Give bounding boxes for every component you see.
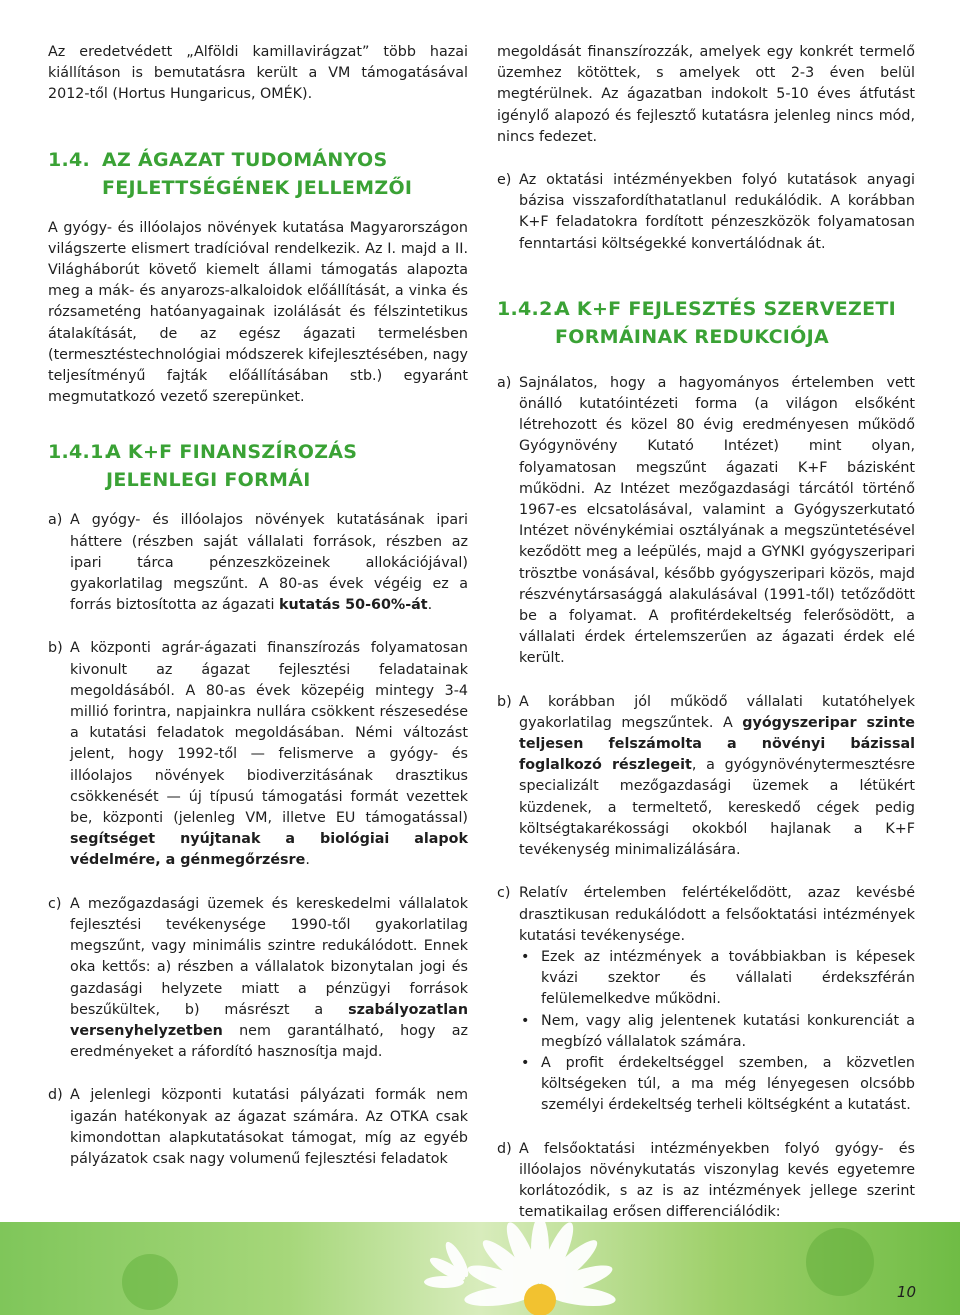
item-text-end: , a gyógynövénytermesztésre specializált mezőgazdasági üzemek a létükért küzdenek, a termeltető, kereskedő cégek pedig költségtakarékossági okokból hajlanak a K+F tevékenység minimalizálására.	[519, 757, 916, 859]
continuation-paragraph: megoldását finanszírozzák, amelyek egy konkrét termelő üzemhez kötöttek, s amelyek ott 2-3 éven belül megtérülnek. Az ágazatban indokolt 5-10 éves átfutást igénylő alapozó és fejlesztő kutatásra jelenleg nincs mód, nincs fedezet.	[497, 44, 915, 145]
list-item-c	[48, 894, 468, 1064]
item-text-end: .	[305, 852, 310, 869]
item-bold-text: kutatás 50-60%-át	[279, 597, 428, 614]
list-item-b	[48, 638, 468, 871]
left-column	[48, 42, 468, 1170]
item-text-end: nem garantálható, hogy az eredményeket a ráfordító hasznosítja majd.	[70, 1022, 468, 1061]
heading-text: A K+F FINANSZÍROZÁS JELENLEGI FORMÁI	[106, 441, 358, 492]
bullet-item: • Nem, vagy alig jelentenek kutatási konkurenciát a megbízó vállalatok számára.	[519, 1011, 915, 1053]
heading-number: 1.4.2.	[497, 297, 561, 320]
research-history-paragraph: A gyógy- és illóolajos növények kutatása Magyarországon világszerte elismert tradícióval rendelkezik. Az I. majd a II. Világháborút követő kiemelt állami támogatás alapozta meg a mák- és anyarozs-alkaloidok előállítását, a vinka és rózsameténg hatóanyagainak izolálását és félszintetikus átalakítását, de az egész ágazati termelésben (termesztéstechnológiai módszerek kifejlesztésében, nagy teljesítményű fajták előállításában stb.) egyaránt megmutatkozó vezető szerepünket.	[48, 219, 468, 406]
list-item-d	[48, 1085, 468, 1170]
item-label: b)	[48, 640, 63, 657]
item-text: A gyógy- és illóolajos növények kutatásának ipari háttere (részben saját vállalati források, részben az ipari tárca pénzeszközeinek allokációjával) gyakorlatilag megszűnt. A 80-as évek végéig ez a forrás biztosította az ágazati	[70, 512, 468, 614]
heading-text: AZ ÁGAZAT TUDOMÁNYOS FEJLETTSÉGÉNEK JELLEMZŐI	[102, 148, 413, 199]
page-number: 10	[896, 1283, 916, 1301]
section-heading-1-4-1	[48, 438, 468, 494]
heading-text: A K+F FEJLESZTÉS SZERVEZETI FORMÁINAK REDUKCIÓJA	[555, 297, 897, 348]
item-bold-text: gyógyszeripar szinte teljesen felszámolta a növényi bázissal foglalkozó részlegeit	[519, 714, 916, 774]
list-item-e	[497, 170, 915, 255]
item-label: d)	[497, 1140, 512, 1157]
item-text: Relatív értelemben felértékelődött, azaz kevésbé drasztikusan redukálódott a felsőoktatási intézmények kutatási tevékenysége.	[519, 885, 915, 944]
chamomile-footer-image	[0, 1222, 960, 1315]
item-text: Az oktatási intézményekben folyó kutatások anyagi bázisa visszafordíthatatlanul redukálódik. A korábban K+F feladatokra fordított pénzeszközök folyamatosan fenntartási költségekké konvertálódnak át.	[519, 172, 915, 252]
item-bold-text: szabályozatlan versenyhelyzetben	[70, 1001, 468, 1039]
list-item-a	[48, 510, 468, 616]
list-item-a	[497, 373, 915, 670]
item-text: A felsőoktatási intézményekben folyó gyógy- és illóolajos növénykutatás viszonylag kevés egyetemre korlátozódik, s az is az intézmények jellege szerint tematikailag erősen differenciálódik:	[519, 1140, 915, 1221]
list-item-d	[497, 1139, 915, 1224]
item-label: b)	[497, 693, 512, 710]
heading-number: 1.4.1.	[48, 441, 112, 464]
item-text: A központi agrár-ágazati finanszírozás folyamatosan kivonult az ágazat fejlesztési feladatainak megoldásából. A 80-as évek közepéig mintegy 3-4 millió forintra, napjainkra nullára csökkent részesedése a kutatási feladatok megoldásában. Némi változást jelent, hogy 1992-től — felismerve a gyógy- és illóolajos növények biodiverzitásának drasztikus csökkenését — új típusú támogatási formát vezettek be, központi (jelenleg VM, illetve EU támogatással)	[70, 640, 468, 827]
item-label: e)	[497, 172, 512, 189]
right-column	[497, 42, 915, 1223]
item-text: Sajnálatos, hogy a hagyományos értelemben vett önálló kutatóintézeti forma (a világon elsőként létrehozott és közel 80 évig eredményesen működő Gyógynövény Kutató Intézet) mint olyan, folyamatosan megszűnt ágazati K+F bázisként működni. Az Intézet mezőgazdasági tárcától történő 1967-es elcsatolásával, valamint a Gyógyszerkutató Intézet növénykémiai osztályának a megszüntetésével keződött meg a leépülés, majd a GYNKI gyógyszeripari trösztbe vonásával, később gyógyszeripari közös, majd részvénytársasággá alakulásával (1991-től) tetőződött be a folyamat. A profitérdekeltség felerősödött, a vállalati érdek értelemszerűen az ágazati érdek elé került.	[519, 374, 915, 667]
item-label: d)	[48, 1087, 63, 1104]
bullet-list	[497, 947, 915, 1117]
section-heading-1-4	[48, 146, 468, 202]
item-text-end: .	[427, 597, 433, 614]
intro-paragraph: Az eredetvédett „Alföldi kamillavirágzat” több hazai kiállításon is bemutatásra került a VM támogatásával 2012-től (Hortus Hungaricus, OMÉK).	[48, 44, 468, 103]
bullet-item: • Ezek az intézmények a továbbiakban is képesek kvázi szektor és vállalati érdekszférán felülemelkedve működni.	[519, 947, 915, 1011]
chamomile-flowers-illustration	[0, 1222, 960, 1315]
item-label: c)	[48, 895, 62, 912]
heading-number: 1.4.	[48, 148, 91, 171]
item-label: c)	[497, 885, 511, 902]
item-text: A korábban jól működő vállalati kutatóhelyek gyakorlatilag megszűntek. A	[519, 693, 915, 731]
list-item-b	[497, 692, 915, 862]
item-bold-text: segítséget nyújtanak a biológiai alapok védelmére, a génmegőrzésre	[70, 831, 468, 869]
item-text: A mezőgazdasági üzemek és kereskedelmi vállalatok fejlesztési tevékenysége 1990-től gyakorlatilag megszűnt, vagy minimális szintre redukálódott. Ennek oka kettős: a) részben a vállalatok bizonytalan jogi és gazdasági helyzete miatt a pénzügyi források beszűkültek, b) másrészt a	[70, 895, 468, 1018]
list-item-c	[497, 883, 915, 947]
bullet-item: • A profit érdekeltséggel szemben, a közvetlen költségeken túl, a ma még lényegesen olcsóbb személyi érdekeltség terheli költségként a kutatást.	[519, 1053, 915, 1117]
item-label: a)	[497, 374, 512, 391]
item-label: a)	[48, 512, 63, 529]
item-text: A jelenlegi központi kutatási pályázati formák nem igazán hatékonyak az ágazat számára. Az OTKA csak kimondottan alapkutatásokat támogat, míg az egyéb pályázatok csak nagy volumenű fejlesztési feladatok	[70, 1087, 468, 1167]
section-heading-1-4-2	[497, 295, 915, 351]
